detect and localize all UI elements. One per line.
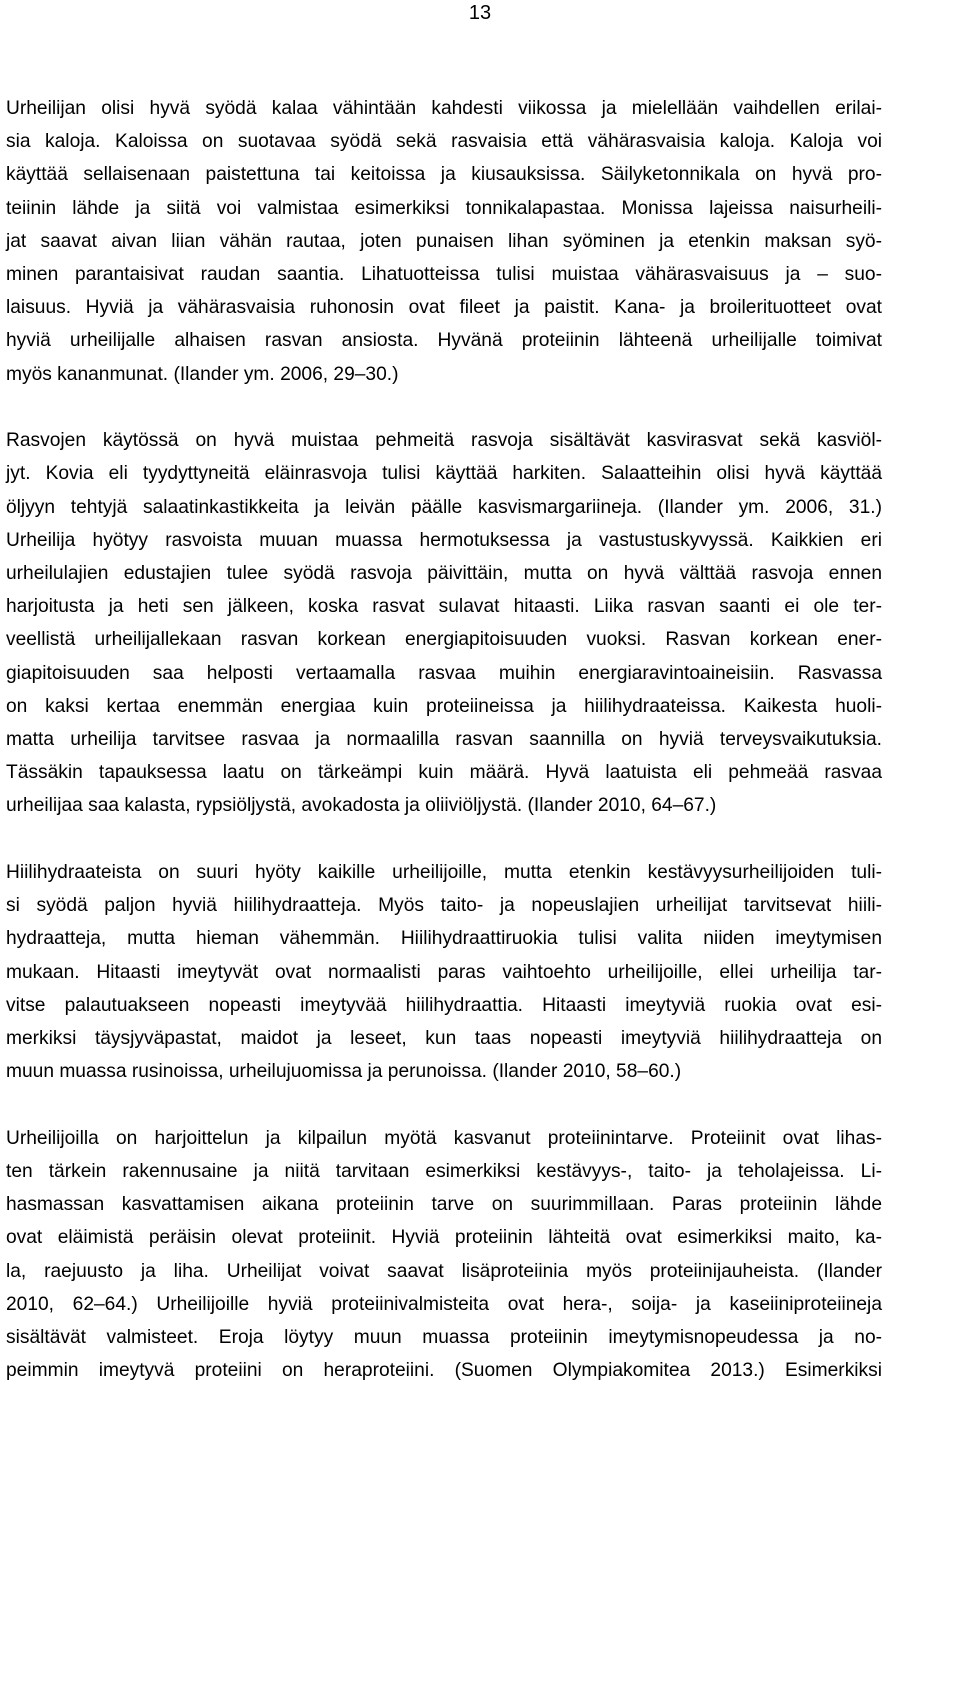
text-line: urheilijaa saa kalasta, rypsiöljystä, avokadosta ja oliiviöljystä. (Ilander 2010, 64–67.) — [6, 795, 717, 817]
text-line: sia kaloja. Kaloissa on suotavaa syödä sekä rasvaisia että vähärasvaisia kaloja. Kaloja voi — [6, 131, 882, 153]
text-line: on kaksi kertaa enemmän energiaa kuin proteiineissa ja hiilihydraateissa. Kaikesta huoli- — [6, 695, 882, 717]
text-line: laisuus. Hyviä ja vähärasvaisia ruhonosin ovat fileet ja paistit. Kana- ja broilerituotteet ovat — [6, 297, 882, 319]
text-line: hyviä urheilijalle alhaisen rasvan ansiosta. Hyvänä proteiinin lähteenä urheilijalle toimivat — [6, 330, 882, 352]
text-line: urheilulajien edustajien tulee syödä rasvoja päivittäin, mutta on hyvä välttää rasvoja ennen — [6, 563, 882, 585]
text-line: la, raejuusto ja liha. Urheilijat voivat saavat lisäproteiinia myös proteiinijauheista. (Ilander — [6, 1260, 882, 1282]
paragraph-fish — [6, 92, 882, 391]
paragraph-proteins — [6, 1122, 882, 1388]
paragraph-fats — [6, 424, 882, 822]
text-line: ten tärkein rakennusaine ja niitä tarvitaan esimerkiksi kestävyys-, taito- ja teholajeissa. Li- — [6, 1161, 882, 1183]
text-line: mukaan. Hitaasti imeytyvät ovat normaalisti paras vaihtoehto urheilijoille, ellei urheilija tar- — [6, 961, 882, 983]
text-line: si syödä paljon hyviä hiilihydraatteja. Myös taito- ja nopeuslajien urheilijat tarvitsevat hiili- — [6, 895, 882, 917]
paragraph-gap — [6, 391, 882, 424]
text-line: muun muassa rusinoissa, urheilujuomissa ja perunoissa. (Ilander 2010, 58–60.) — [6, 1061, 682, 1083]
text-line: harjoitusta ja heti sen jälkeen, koska rasvat sulavat hitaasti. Liika rasvan saanti ei ole ter- — [6, 596, 882, 618]
text-line: Tässäkin tapauksessa laatu on tärkeämpi kuin määrä. Hyvä laatuista eli pehmeää rasvaa — [6, 762, 882, 784]
text-line: jat saavat aivan liian vähän rautaa, joten punaisen lihan syöminen ja etenkin maksan syö- — [6, 230, 882, 252]
text-line: Rasvojen käytössä on hyvä muistaa pehmeitä rasvoja sisältävät kasvirasvat sekä kasviöl- — [6, 430, 882, 452]
text-line: hydraatteja, mutta hieman vähemmän. Hiilihydraattiruokia tulisi valita niiden imeytymisen — [6, 928, 882, 950]
body-text — [6, 92, 882, 1387]
text-line: jyt. Kovia eli tyydyttyneitä eläinrasvoja tulisi käyttää harkiten. Salaatteihin olisi hyvä käyttää — [6, 463, 882, 485]
text-line: Urheilija hyötyy rasvoista muuan muassa hermotuksessa ja vastustuskyvyssä. Kaikkien eri — [6, 529, 882, 551]
text-line: Hiilihydraateista on suuri hyöty kaikille urheilijoille, mutta etenkin kestävyysurheilijoiden tuli- — [6, 862, 882, 884]
text-line: hasmassan kasvattamisen aikana proteiinin tarve on suurimmillaan. Paras proteiinin lähde — [6, 1194, 882, 1216]
text-line: veellistä urheilijallekaan rasvan korkean energiapitoisuuden vuoksi. Rasvan korkean ener- — [6, 629, 882, 651]
text-line: peimmin imeytyvä proteiini on heraproteiini. (Suomen Olympiakomitea 2013.) Esimerkiksi — [6, 1360, 882, 1382]
page-number: 13 — [468, 2, 492, 24]
text-line: sisältävät valmisteet. Eroja löytyy muun muassa proteiinin imeytymisnopeudessa ja no- — [6, 1327, 882, 1349]
text-line: öljyyn tehtyjä salaatinkastikkeita ja leivän päälle kasvismargariineja. (Ilander ym. 2006, 31.) — [6, 496, 882, 518]
text-line: giapitoisuuden saa helposti vertaamalla rasvaa muihin energiaravintoaineisiin. Rasvassa — [6, 662, 882, 684]
paragraph-gap — [6, 1088, 882, 1121]
text-line: vitse palautuakseen nopeasti imeytyvää hiilihydraattia. Hitaasti imeytyviä ruokia ovat esi- — [6, 994, 882, 1016]
text-line: käyttää sellaisenaan paistettuna tai keitoissa ja kiusauksissa. Säilyketonnikala on hyvä pro- — [6, 164, 882, 186]
text-line: matta urheilija tarvitsee rasvaa ja normaalilla rasvan saannilla on hyviä terveysvaikutuksia. — [6, 729, 882, 751]
text-line: teiinin lähde ja siitä voi valmistaa esimerkiksi tonnikalapastaa. Monissa lajeissa naisurheili- — [6, 197, 882, 219]
text-line: minen parantaisivat raudan saantia. Lihatuotteissa tulisi muistaa vähärasvaisuus ja – suo- — [6, 264, 882, 286]
text-line: Urheilijan olisi hyvä syödä kalaa vähintään kahdesti viikossa ja mielellään vaihdellen erilai- — [6, 98, 882, 119]
text-line: ovat eläimistä peräisin olevat proteiinit. Hyviä proteiinin lähteitä ovat esimerkiksi maito, ka- — [6, 1227, 882, 1249]
paragraph-carbohydrates — [6, 856, 882, 1088]
text-line: merkiksi täysjyväpastat, maidot ja leseet, kun taas nopeasti imeytyviä hiilihydraatteja on — [6, 1028, 882, 1050]
text-line: Urheilijoilla on harjoittelun ja kilpailun myötä kasvanut proteiinintarve. Proteiinit ovat lihas- — [6, 1127, 882, 1149]
text-line: myös kananmunat. (Ilander ym. 2006, 29–30.) — [6, 363, 399, 385]
paragraph-gap — [6, 823, 882, 856]
text-line: 2010, 62–64.) Urheilijoille hyviä proteiinivalmisteita ovat hera-, soija- ja kaseiiniproteiineja — [6, 1293, 882, 1315]
